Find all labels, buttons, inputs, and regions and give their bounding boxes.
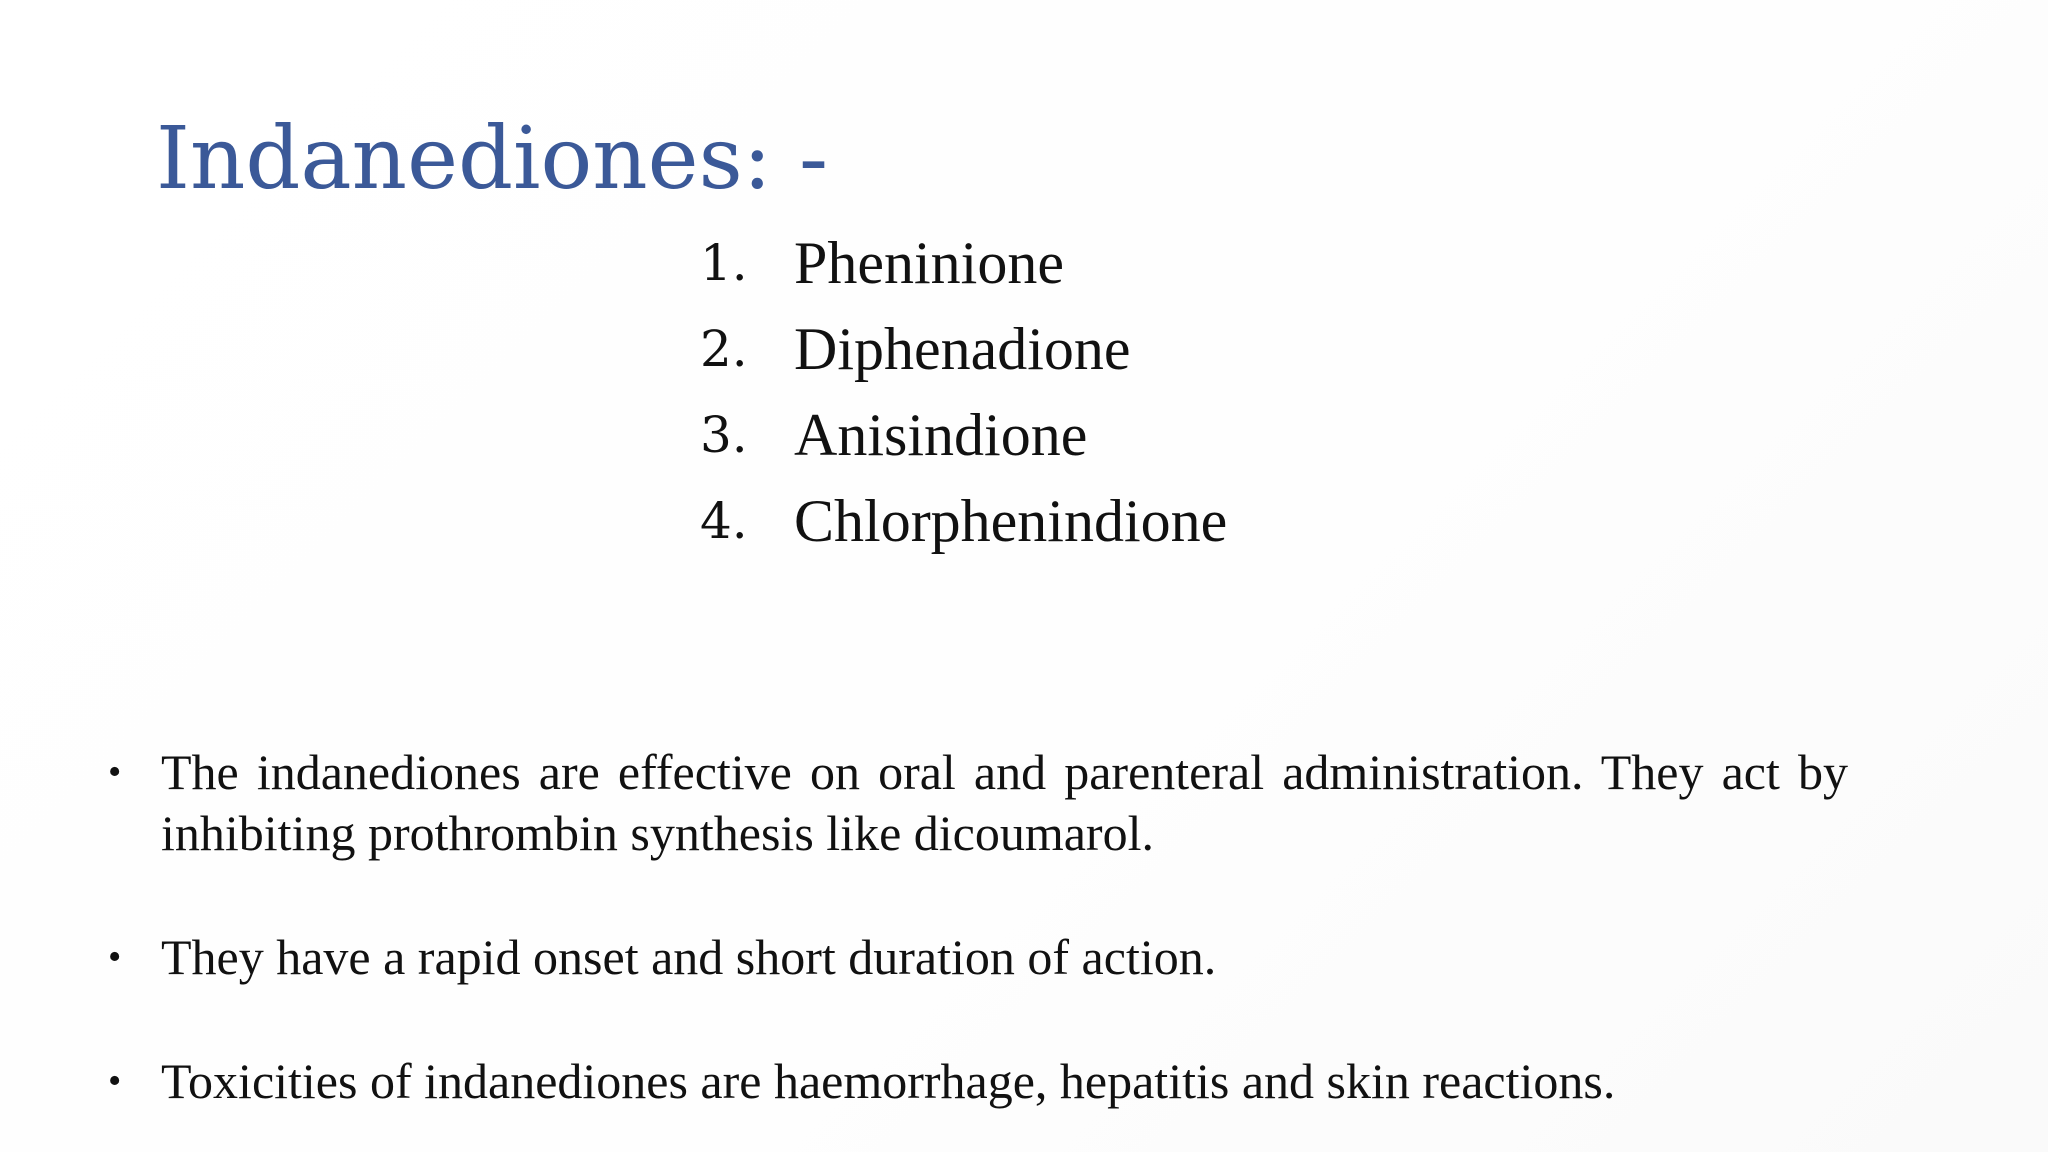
bullet-text: They have a rapid onset and short duration of action.	[161, 929, 1217, 985]
drug-list-item	[700, 478, 1227, 564]
slide-title: Indanediones: -	[156, 109, 829, 209]
bullet-item	[108, 742, 1848, 864]
bullet-text: The indanediones are effective on oral and parenteral administration. They act by inhibiting prothrombin synthesis like dicoumarol.	[161, 744, 1848, 861]
bullet-item	[108, 927, 1848, 988]
drug-number: 2.	[700, 320, 748, 378]
bullet-dot-icon: •	[108, 936, 122, 978]
drug-list	[700, 220, 1227, 564]
bullet-item	[108, 1051, 1848, 1112]
drug-name: Anisindione	[794, 401, 1088, 468]
drug-number: 3.	[700, 406, 748, 464]
drug-name: Diphenadione	[794, 315, 1131, 382]
drug-name: Chlorphenindione	[794, 487, 1228, 554]
bullet-text: Toxicities of indanediones are haemorrhage, hepatitis and skin reactions.	[161, 1053, 1616, 1109]
drug-list-item	[700, 306, 1227, 392]
bullet-dot-icon: •	[108, 751, 122, 793]
bullet-list	[108, 742, 1848, 1112]
drug-list-item	[700, 392, 1227, 478]
drug-name: Pheninione	[794, 229, 1064, 296]
drug-number: 4.	[700, 492, 748, 550]
drug-list-item	[700, 220, 1227, 306]
drug-number: 1.	[700, 234, 748, 292]
bullet-dot-icon: •	[108, 1060, 122, 1102]
